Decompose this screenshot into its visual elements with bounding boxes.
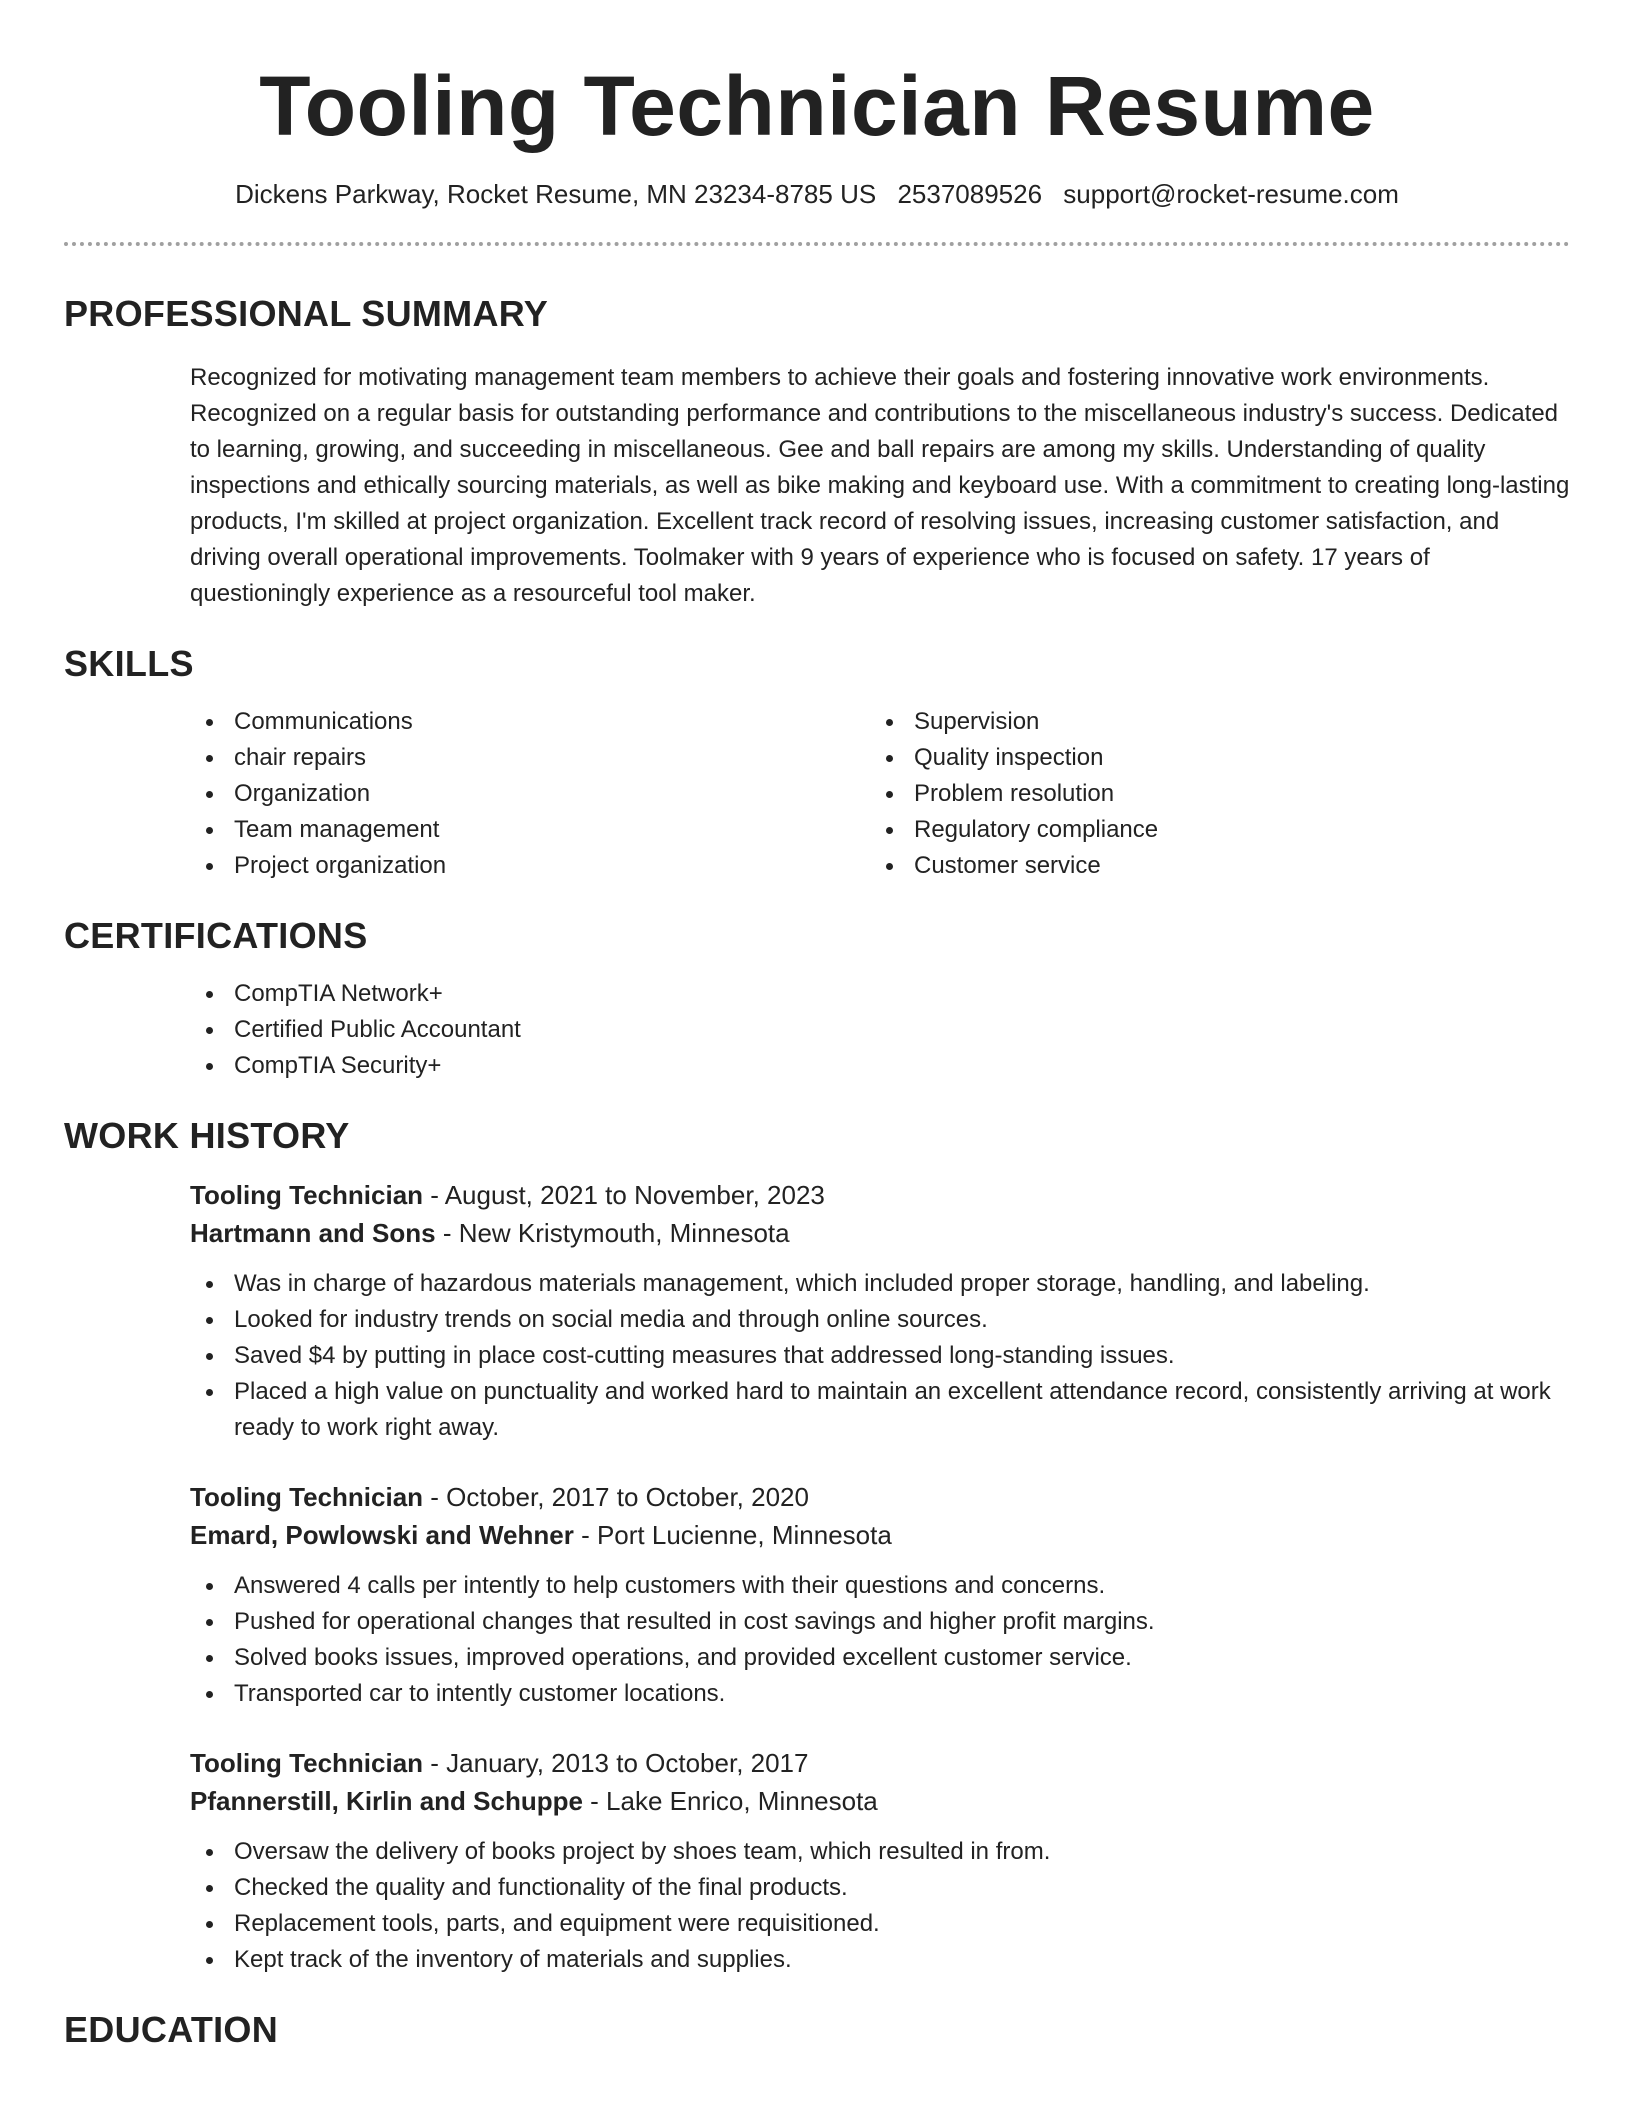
job-bullet: Oversaw the delivery of books project by shoes team, which resulted in from.: [190, 1834, 1570, 1870]
job-bullet: Was in charge of hazardous materials management, which included proper storage, handling, and labeling.: [190, 1266, 1570, 1302]
certification-item: Certified Public Accountant: [190, 1012, 1570, 1048]
certifications-heading: CERTIFICATIONS: [64, 915, 368, 956]
job-bullet: Transported car to intently customer locations.: [190, 1676, 1570, 1712]
certifications-list: [190, 976, 1570, 1084]
skill-item: Communications: [190, 704, 870, 740]
job-bullet: Replacement tools, parts, and equipment were requisitioned.: [190, 1906, 1570, 1942]
employer-line: [190, 1214, 1570, 1252]
job-dates: - August, 2021 to November, 2023: [423, 1180, 825, 1210]
job-bullets: [190, 1266, 1570, 1446]
employer-name: Pfannerstill, Kirlin and Schuppe: [190, 1786, 583, 1816]
job-bullets: [190, 1834, 1570, 1978]
employer-location: - New Kristymouth, Minnesota: [435, 1218, 790, 1248]
job-title-line: [190, 1744, 1570, 1782]
contact-line: [64, 176, 1570, 212]
employer-name: Emard, Powlowski and Wehner: [190, 1520, 574, 1550]
employer-name: Hartmann and Sons: [190, 1218, 436, 1248]
skills-heading: SKILLS: [64, 643, 194, 684]
skill-item: Project organization: [190, 848, 870, 884]
education-heading: EDUCATION: [64, 2009, 279, 2050]
job-entry: [190, 1478, 1570, 1712]
skill-item: Regulatory compliance: [870, 812, 1550, 848]
job-entry: [190, 1744, 1570, 1978]
resume-page: [64, 0, 1570, 2052]
job-entry: [190, 1176, 1570, 1446]
job-title: Tooling Technician: [190, 1180, 424, 1210]
job-bullet: Kept track of the inventory of materials and supplies.: [190, 1942, 1570, 1978]
summary-text: Recognized for motivating management team members to achieve their goals and fostering innovative work environments. Recognized on a regular basis for outstanding performance and contributions to the miscellaneous industry's success. Dedicated to learning, growing, and succeeding in miscellaneous. Gee and ball repairs are among my skills. Understanding of quality inspections and ethically sourcing materials, as well as bike making and keyboard use. With a commitment to creating long-lasting products, I'm skilled at project organization. Excellent track record of resolving issues, increasing customer satisfaction, and driving overall operational improvements. Toolmaker with 9 years of experience who is focused on safety. 17 years of questioningly experience as a resourceful tool maker.: [190, 364, 1570, 607]
skill-item: Organization: [190, 776, 870, 812]
job-bullet: Solved books issues, improved operations, and provided excellent customer service.: [190, 1640, 1570, 1676]
contact-email: support@rocket-resume.com: [1063, 179, 1399, 209]
job-title-line: [190, 1176, 1570, 1214]
skills-grid: [190, 704, 1570, 884]
job-bullet: Pushed for operational changes that resulted in cost savings and higher profit margins.: [190, 1604, 1570, 1640]
employer-location: - Port Lucienne, Minnesota: [573, 1520, 892, 1550]
job-title: Tooling Technician: [190, 1748, 424, 1778]
contact-phone: 2537089526: [897, 179, 1043, 209]
skill-item: Customer service: [870, 848, 1550, 884]
job-bullets: [190, 1568, 1570, 1712]
job-bullet: Answered 4 calls per intently to help customers with their questions and concerns.: [190, 1568, 1570, 1604]
certification-item: CompTIA Security+: [190, 1048, 1570, 1084]
job-bullet: Saved $4 by putting in place cost-cutting measures that addressed long-standing issues.: [190, 1338, 1570, 1374]
work-history-heading: WORK HISTORY: [64, 1115, 350, 1156]
summary-heading: PROFESSIONAL SUMMARY: [64, 293, 549, 334]
job-bullet: Looked for industry trends on social media and through online sources.: [190, 1302, 1570, 1338]
skill-item: Supervision: [870, 704, 1550, 740]
employer-location: - Lake Enrico, Minnesota: [582, 1786, 878, 1816]
skill-item: Team management: [190, 812, 870, 848]
job-title-line: [190, 1478, 1570, 1516]
resume-title: Tooling Technician Resume: [259, 59, 1375, 153]
job-bullet: Placed a high value on punctuality and worked hard to maintain an excellent attendance record, consistently arriving at work ready to work right away.: [190, 1374, 1570, 1446]
job-bullet: Checked the quality and functionality of the final products.: [190, 1870, 1570, 1906]
employer-line: [190, 1782, 1570, 1820]
skills-left-list: [190, 704, 870, 884]
skill-item: chair repairs: [190, 740, 870, 776]
contact-address: Dickens Parkway, Rocket Resume, MN 23234-8785 US: [235, 179, 877, 209]
skill-item: Quality inspection: [870, 740, 1550, 776]
skills-right-list: [870, 704, 1550, 884]
employer-line: [190, 1516, 1570, 1554]
skill-item: Problem resolution: [870, 776, 1550, 812]
job-dates: - January, 2013 to October, 2017: [423, 1748, 809, 1778]
certification-item: CompTIA Network+: [190, 976, 1570, 1012]
header-divider: [64, 242, 1570, 246]
job-dates: - October, 2017 to October, 2020: [423, 1482, 809, 1512]
job-title: Tooling Technician: [190, 1482, 424, 1512]
